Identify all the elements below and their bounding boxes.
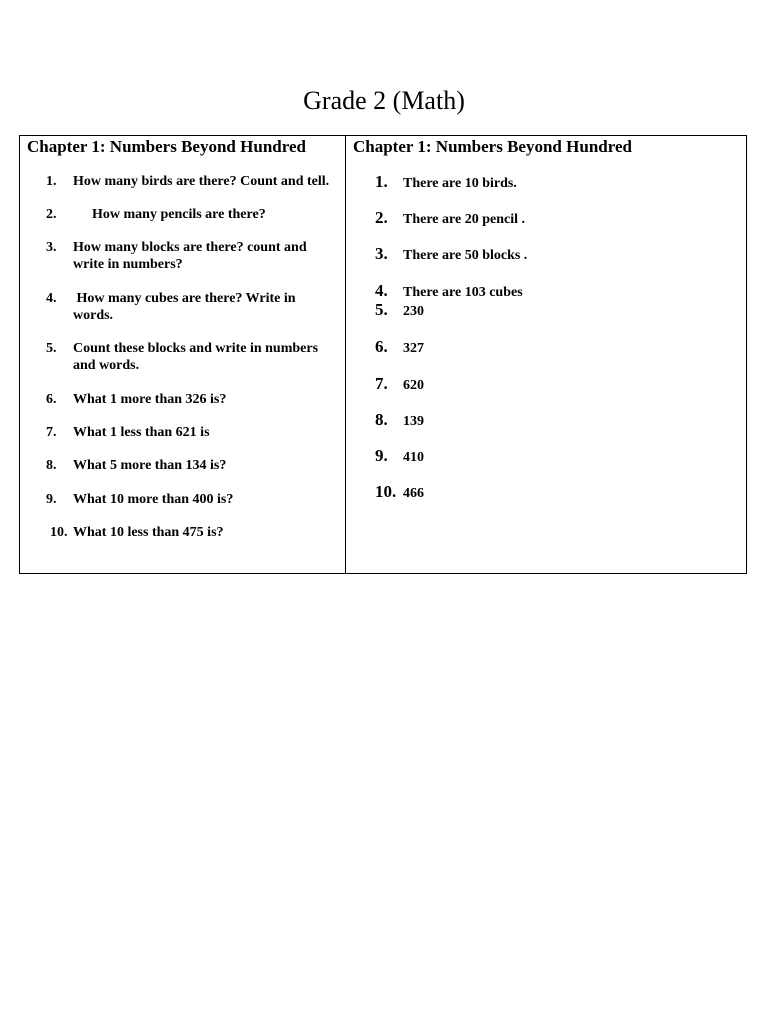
question-number: 3.: [46, 240, 57, 255]
questions-heading: Chapter 1: Numbers Beyond Hundred: [27, 137, 306, 156]
answer-text: There are 50 blocks .: [403, 248, 528, 263]
document-title: Grade 2 (Math): [303, 86, 465, 115]
question-text: What 1 less than 621 is: [73, 425, 210, 440]
answer-number: 10.: [375, 482, 397, 501]
question-number: 1.: [46, 174, 57, 189]
answer-item-9: [375, 446, 424, 468]
answer-text: 410: [403, 450, 424, 465]
answer-item-10: [375, 482, 424, 504]
question-text: What 10 more than 400 is?: [73, 492, 234, 507]
question-answer-table: [19, 135, 747, 574]
answer-text: 620: [403, 378, 424, 393]
answers-column: [346, 136, 746, 573]
answer-item-5: [375, 300, 424, 322]
answer-item-6: [375, 337, 424, 359]
answer-text: 230: [403, 304, 424, 319]
question-text: What 5 more than 134 is?: [73, 458, 227, 473]
question-number: 10.: [50, 525, 68, 540]
answer-number: 1.: [375, 172, 388, 191]
question-number: 7.: [46, 425, 57, 440]
answer-item-8: [375, 410, 424, 432]
answer-number: 2.: [375, 208, 388, 227]
questions-column: [20, 136, 346, 573]
answer-number: 5.: [375, 300, 388, 319]
answer-number: 4.: [375, 281, 388, 300]
question-number: 4.: [46, 291, 57, 306]
answer-number: 9.: [375, 446, 388, 465]
answer-number: 3.: [375, 244, 388, 263]
answer-text: 466: [403, 486, 424, 501]
answer-text: 139: [403, 414, 424, 429]
question-text: Count these blocks and write in numbers and words.: [73, 341, 319, 373]
question-number: 6.: [46, 392, 57, 407]
question-text: What 1 more than 326 is?: [73, 392, 227, 407]
question-number: 9.: [46, 492, 57, 507]
answer-item-3: [375, 244, 527, 266]
question-text: How many cubes are there? Write in words.: [73, 291, 300, 323]
question-number: 2.: [46, 207, 57, 222]
question-text: How many pencils are there?: [92, 207, 266, 222]
answers-heading: Chapter 1: Numbers Beyond Hundred: [353, 137, 632, 156]
question-number: 5.: [46, 341, 57, 356]
answer-item-2: [375, 208, 525, 230]
question-text: How many birds are there? Count and tell.: [73, 174, 330, 189]
answer-item-1: [375, 172, 517, 194]
answer-number: 7.: [375, 374, 388, 393]
answer-text: There are 20 pencil .: [403, 212, 525, 227]
answer-number: 6.: [375, 337, 388, 356]
question-number: 8.: [46, 458, 57, 473]
answer-text: 327: [403, 341, 424, 356]
question-text: What 10 less than 475 is?: [73, 525, 224, 540]
answer-text: There are 10 birds.: [403, 176, 517, 191]
answer-number: 8.: [375, 410, 388, 429]
answer-item-7: [375, 374, 424, 396]
question-text: How many blocks are there? count and write in numbers?: [73, 240, 307, 272]
answer-text: There are 103 cubes: [403, 285, 523, 300]
